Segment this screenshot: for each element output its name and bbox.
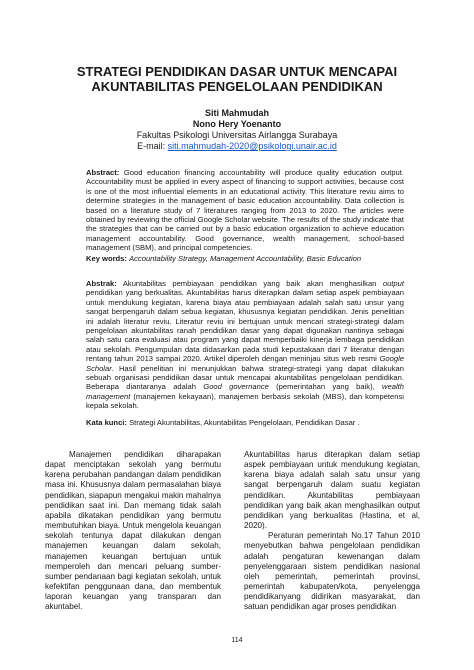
body-column-left (45, 450, 221, 613)
abstract-id-italic-4: wealth management (86, 382, 404, 401)
affiliation: Fakultas Psikologi Universitas Airlangga Surabaya (136, 130, 338, 140)
abstract-indonesian (86, 279, 404, 427)
abstract-id-text-1: Akuntabilitas pembiayaan pendidikan yang baik akan menghasilkan (122, 279, 377, 288)
keywords-id (86, 418, 404, 427)
keywords-en (86, 254, 404, 263)
keywords-id-label: Kata kunci: (86, 417, 127, 427)
abstract-id-text-2: pendidikan yang berkualitas. Akuntabilitas harus diterapkan dalam setiap aspek pembiayaan untuk mendukung kegiatan, karena biaya atau pembiayaan adalah salah satu unsur yang sangat berpengaruh dalam sebua kegiatan, khususnya kegiatan pendidikan. Jenis penelitian ini adalah literatur reviu. Literatur reviu ini bertujuan untuk mencari strategi-strategi dalam pengelolaan akuntabilitas ranah pendidikan dasar yang dapat digunakan nantinya sebagai salah satu cara evaluasi atau program yang dapat memperbaiki kinerja lembaga pendidikan atau sekolah. Pengumpulan data didasarkan pada studi kepustakaan dari 7 literatur dengan rentang tahun 2013 sampai 2020. Artikel diperoleh dengan meninjau situs web resmi (86, 288, 404, 364)
author-block (40, 108, 434, 152)
page-number: 114 (231, 637, 243, 644)
title-line-1: STRATEGI PENDIDIKAN DASAR UNTUK MENCAPAI (76, 64, 398, 79)
author-1: Siti Mahmudah (204, 108, 269, 118)
body-paragraph: Akuntabilitas harus diterapkan dalam setiap aspek pembiayaan untuk mendukung kegiatan, karena biaya adalah salah satu unsur yang sangat berpengaruh dalam suatu kegiatan pendidikan. Akuntabilitas pembiayaan pendidikan yang baik akan menghasilkan output pendidikan yang berkualitas (Hastina, et al, 2020). (244, 450, 420, 531)
paper-title (40, 64, 434, 94)
abstract-id-paragraph (86, 279, 404, 411)
abstract-en-label: Abstract: (86, 168, 120, 177)
author-2: Nono Hery Yoenanto (192, 119, 282, 129)
email-link[interactable]: siti.mahmudah-2020@psikologi.unair.ac.id (167, 141, 337, 151)
keywords-id-text: Strategi Akuntabilitas, Akuntabilitas Pengelolaan, Pendidikan Dasar . (129, 417, 360, 427)
abstract-id-text-3: . Hasil penelitian ini menunjukkan bahwa strategi-strategi yang dapat dilakukan sebuah organisasi pendidikan dasar untuk mencapai akuntabilitas pengelolaan pendidikan. Beberapa diantaranya adalah (86, 363, 404, 392)
keywords-en-label: Key words: (86, 253, 127, 263)
abstract-id-text-5: (manajemen kekayaan), manajemen berbasis sekolah (MBS), dan kompetensi kepala sekolah. (86, 391, 404, 411)
body-paragraph: Peraturan pemerintah No.17 Tahun 2010 menyebutkan bahwa pengelolaan pendidikan adalah pengaturan kewenangan dalam penyelenggaraan sistem pendidikan nasional oleh pemerintah, pemerintah provinsi, pemerintah kabupaten/kota, penyelengga pendidikanyang didirikan masyarakat, dan satuan pendidikan agar proses pendidikan (244, 531, 420, 612)
title-line-2: AKUNTABILITAS PENGELOLAAN PENDIDIKAN (91, 79, 383, 94)
abstract-en-text: Good education financing accountability will produce quality education output. Accountability must be applied in every aspect of financing to support activities, because cost is one of the most influential elements in an educational activity. This literature reviu aims to determine strategies in the management of basic education accountability. Data collection is based on a literature study of 7 literatures ranging from 2013 to 2020. The articles were obtained by reviewing the official Google Scholar website. The results of the study indicate that the strategies that can be carried out by a basic education organization to achieve education management accountability. Good governance, wealth management, school-based management (SBM), and principal competencies. (86, 168, 404, 253)
abstract-english (86, 168, 404, 263)
body-paragraph: Manajemen pendidikan diharapakan dapat menciptakan sekolah yang bermutu karena perubahan pandangan dalam pendidikan masa ini. Khususnya dalam permasalahan biaya pendidikan, siapapun mengakui makin mahalnya pendidikan saat ini. Dan memang tidak salah apabila dikatakan pendidikan yang bermutu membutuhkan biaya. Untuk mengelola keuangan sekolah tentunya dapat dilakukan dengan manajemen keuangan dalam sekolah, manajemen keuangan bertujuan untuk memperoleh dan mencari peluang sumber-sumber pendanaan bagi kegiatan sekolah, untuk kefektifan penggunaan dana, dan membentuk laporan keuangan yang transparan dan akuntabel. (45, 450, 221, 612)
abstract-id-italic-2: Google Scholar (86, 354, 404, 373)
abstract-id-text-4: (pemerintahan yang baik), (276, 382, 375, 392)
email-label: E-mail: (137, 141, 166, 151)
abstract-en-paragraph (86, 168, 404, 253)
keywords-en-text: Accountability Strategy, Management Accountability, Basic Education (129, 253, 362, 263)
body-column-right (244, 450, 420, 613)
abstract-id-italic-3: Good governance (203, 382, 269, 392)
email-line (40, 141, 434, 152)
abstract-id-label: Abstrak: (86, 279, 117, 288)
abstract-id-italic-1: output (382, 279, 404, 288)
